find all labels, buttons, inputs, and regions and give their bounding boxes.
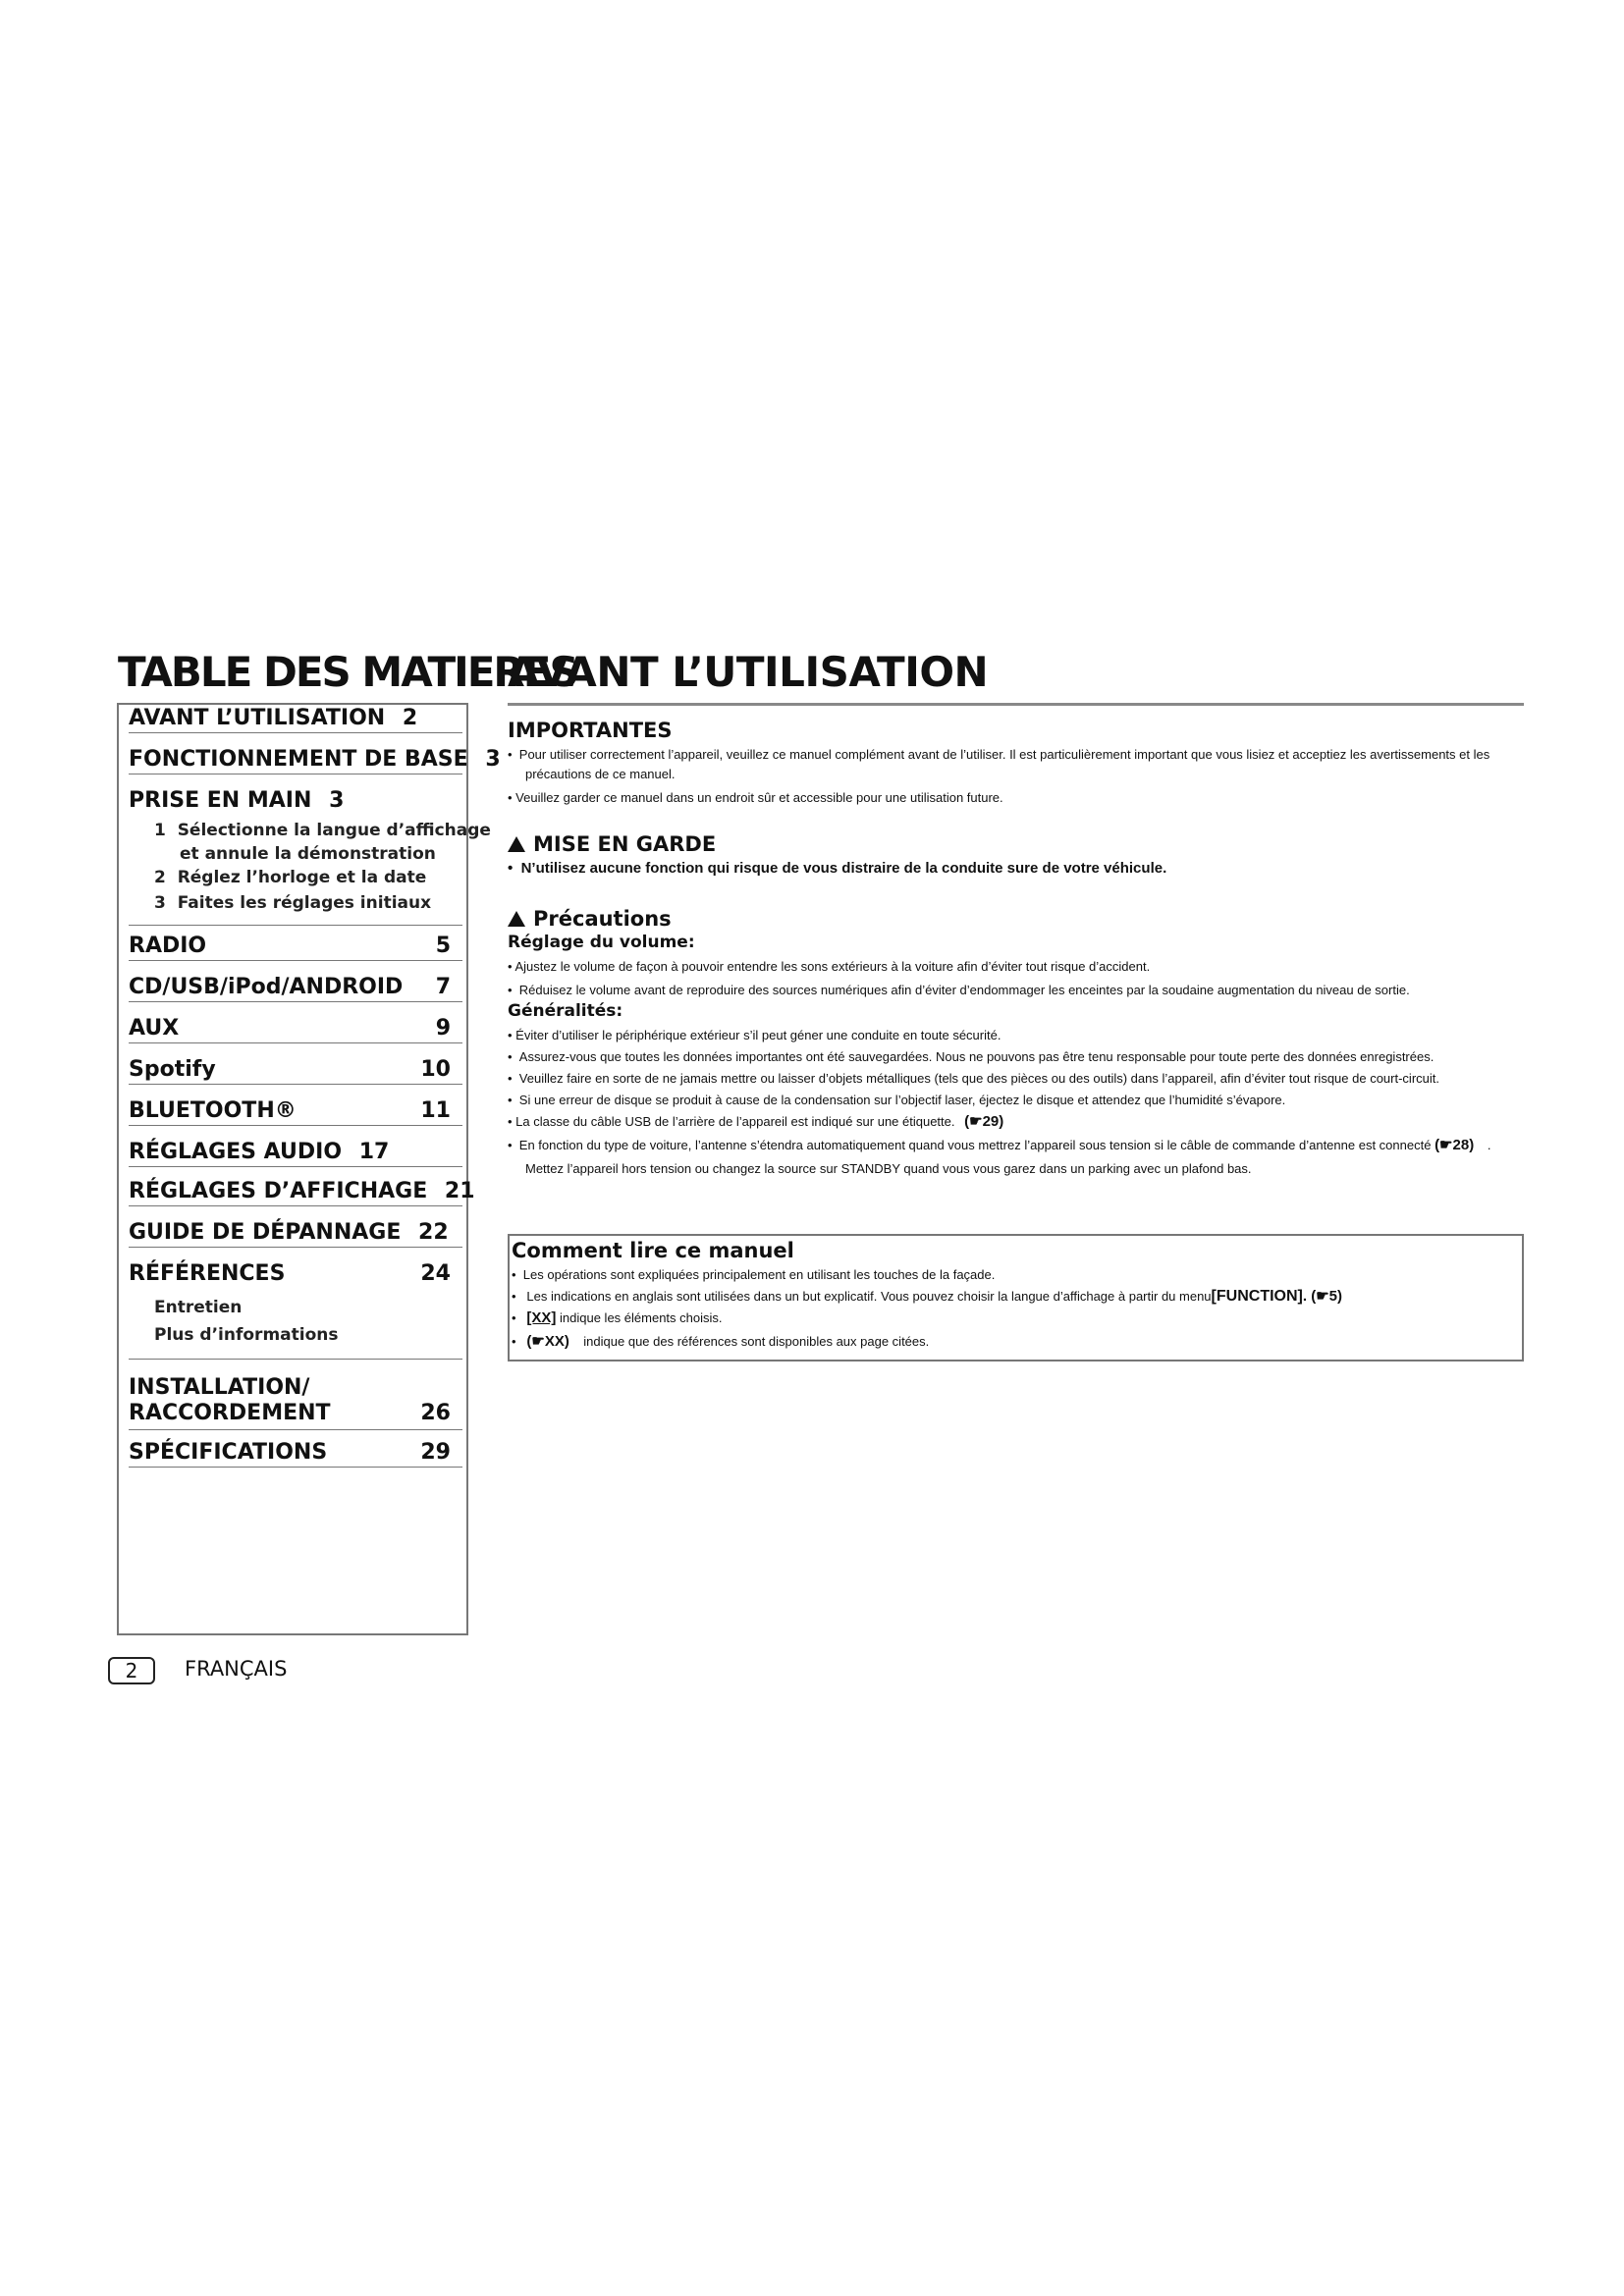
toc-entry-label: CD/USB/iPod/ANDROID (129, 975, 404, 999)
list-item: • N’utilisez aucune fonction qui risque de vous distraire de la conduite sure de votre véhicule. (508, 860, 1167, 877)
list-item: Mettez l’appareil hors tension ou changez la source sur STANDBY quand vous vous garez dans un parking avec un plafond bas. (525, 1161, 1252, 1176)
toc-entry-label: RÉFÉRENCES (129, 1261, 286, 1286)
function-key-label: [FUNCTION] (1211, 1288, 1303, 1305)
toc-entry-label: Spotify (129, 1057, 216, 1082)
toc-entry-page: 9 (435, 1016, 451, 1041)
toc-entry-page: 10 (420, 1057, 451, 1082)
toc-entry[interactable] (129, 787, 491, 926)
toc-entry[interactable] (129, 1219, 462, 1248)
toc-subentry[interactable]: 3 Faites les réglages initiaux (154, 893, 432, 913)
toc-entry[interactable] (129, 705, 462, 733)
toc-entry[interactable] (129, 933, 462, 961)
list-item: • En fonction du type de voiture, l’antenne s’étendra automatiquement quand vous mettrez l’appareil sous tension si le câble de commande d’antenne est connecté (☛28) . (508, 1137, 1491, 1153)
toc-subentry[interactable]: 1 Sélectionne la langue d’affichage (154, 821, 491, 840)
section-title-precautions: Précautions (508, 907, 672, 931)
list-item: • (☛XX) indique que des références sont disponibles aux page citées. (512, 1333, 930, 1350)
toc-entry-label: RACCORDEMENT (129, 1401, 331, 1425)
toc-entry[interactable] (129, 1370, 462, 1430)
toc-entry-page: 29 (420, 1440, 451, 1465)
list-item: • Veuillez garder ce manuel dans un endroit sûr et accessible pour une utilisation future. (508, 790, 1003, 805)
page-reference[interactable]: (☛28) (1435, 1137, 1475, 1153)
subsection-title: Réglage du volume: (508, 933, 695, 952)
warning-icon (508, 836, 525, 852)
subsection-title: Généralités: (508, 1001, 623, 1021)
toc-entry-label: GUIDE DE DÉPANNAGE (129, 1220, 402, 1245)
list-item: • Les indications en anglais sont utilisées dans un but explicatif. Vous pouvez choisir la langue d’affichage à partir du menu[FUNCTION]. (☛5) (512, 1288, 1342, 1305)
toc-entry-label: BLUETOOTH® (129, 1098, 297, 1123)
list-item: • La classe du câble USB de l’arrière de l’appareil est indiqué sur une étiquette. (☛29) (508, 1113, 1004, 1130)
list-item: • Pour utiliser correctement l’appareil, veuillez ce manuel complément avant de l’utiliser. Il est particulièrement important que vous lisiez et acceptiez les avertissements et les (508, 747, 1490, 762)
toc-entry-label: RÉGLAGES AUDIO (129, 1140, 343, 1164)
toc-entry-page: 7 (435, 975, 451, 999)
toc-subentry[interactable]: Entretien (154, 1298, 243, 1317)
toc-entry-page: 17 (358, 1140, 390, 1164)
toc-entry-page: 5 (435, 934, 451, 958)
toc-entry-page: 3 (329, 788, 345, 813)
toc-entry[interactable] (129, 1097, 462, 1126)
toc-entry-label: INSTALLATION/ (129, 1375, 310, 1400)
page-title: AVANT L’UTILISATION (508, 648, 989, 696)
page-number: 2 (108, 1657, 155, 1684)
toc-entry-label: RÉGLAGES D’AFFICHAGE (129, 1179, 428, 1203)
list-item: • Si une erreur de disque se produit à cause de la condensation sur l’objectif laser, éjectez le disque et attendez que l’humidité s’évapore. (508, 1093, 1286, 1107)
heading-divider (508, 703, 1524, 706)
toc-entry-page: 21 (444, 1179, 475, 1203)
page-reference[interactable]: (☛29) (964, 1113, 1004, 1130)
toc-entry[interactable] (129, 1139, 462, 1167)
toc-entry[interactable] (129, 1439, 462, 1468)
list-item: • Assurez-vous que toutes les données importantes ont été sauvegardées. Nous ne pouvons pas être tenu responsable pour toute perte des données enregistrées. (508, 1049, 1435, 1064)
toc-subentry[interactable]: et annule la démonstration (180, 844, 436, 864)
toc-entry-label: SPÉCIFICATIONS (129, 1440, 328, 1465)
toc-subentry[interactable]: Plus d’informations (154, 1325, 339, 1345)
warning-icon (508, 911, 525, 927)
list-item: • Éviter d’utiliser le périphérique extérieur s’il peut géner une conduite en toute sécurité. (508, 1028, 1001, 1042)
list-item: • Ajustez le volume de façon à pouvoir entendre les sons extérieurs à la voiture afin d’éviter tout risque d’accident. (508, 959, 1151, 974)
section-title-mise-en-garde: MISE EN GARDE (508, 832, 716, 856)
toc-subentry[interactable]: 2 Réglez l’horloge et la date (154, 868, 427, 887)
toc-entry[interactable] (129, 1260, 462, 1360)
toc-entry-label: PRISE EN MAIN (129, 788, 312, 813)
toc-entry[interactable] (129, 746, 501, 774)
table-of-contents (117, 703, 501, 1635)
list-item: précautions de ce manuel. (525, 767, 676, 781)
toc-entry-label: RADIO (129, 934, 207, 958)
section-title-importantes: IMPORTANTES (508, 719, 673, 742)
toc-entry[interactable] (129, 1056, 462, 1085)
toc-entry-label: AUX (129, 1016, 180, 1041)
toc-entry[interactable] (129, 1178, 475, 1206)
list-item: • Les opérations sont expliquées principalement en utilisant les touches de la façade. (512, 1267, 996, 1282)
toc-entry[interactable] (129, 974, 462, 1002)
toc-entry-page: 26 (420, 1401, 451, 1425)
list-item: • Réduisez le volume avant de reproduire des sources numériques afin d’éviter d’endommager les enceintes par la soudaine augmentation du niveau de sortie. (508, 983, 1410, 997)
toc-entry-label: FONCTIONNEMENT DE BASE (129, 747, 468, 772)
toc-entry-page: 22 (418, 1220, 449, 1245)
section-title-manual: Comment lire ce manuel (512, 1239, 794, 1262)
toc-entry-page: 3 (485, 747, 501, 772)
toc-entry-page: 2 (402, 706, 418, 730)
toc-heading: TABLE DES MATIERES (118, 648, 577, 696)
page-reference[interactable]: . (☛5) (1302, 1288, 1342, 1305)
toc-entry-page: 11 (420, 1098, 451, 1123)
toc-entry-label: AVANT L’UTILISATION (129, 706, 386, 730)
list-item: • [XX] indique les éléments choisis. (512, 1309, 723, 1326)
toc-entry-page: 24 (420, 1261, 451, 1286)
list-item: • Veuillez faire en sorte de ne jamais mettre ou laisser d’objets métalliques (tels que des pièces ou des outils) dans l’appareil, afin d’éviter tout risque de court-circuit. (508, 1071, 1439, 1086)
toc-entry[interactable] (129, 1015, 462, 1043)
language-label: FRANÇAIS (185, 1657, 288, 1681)
